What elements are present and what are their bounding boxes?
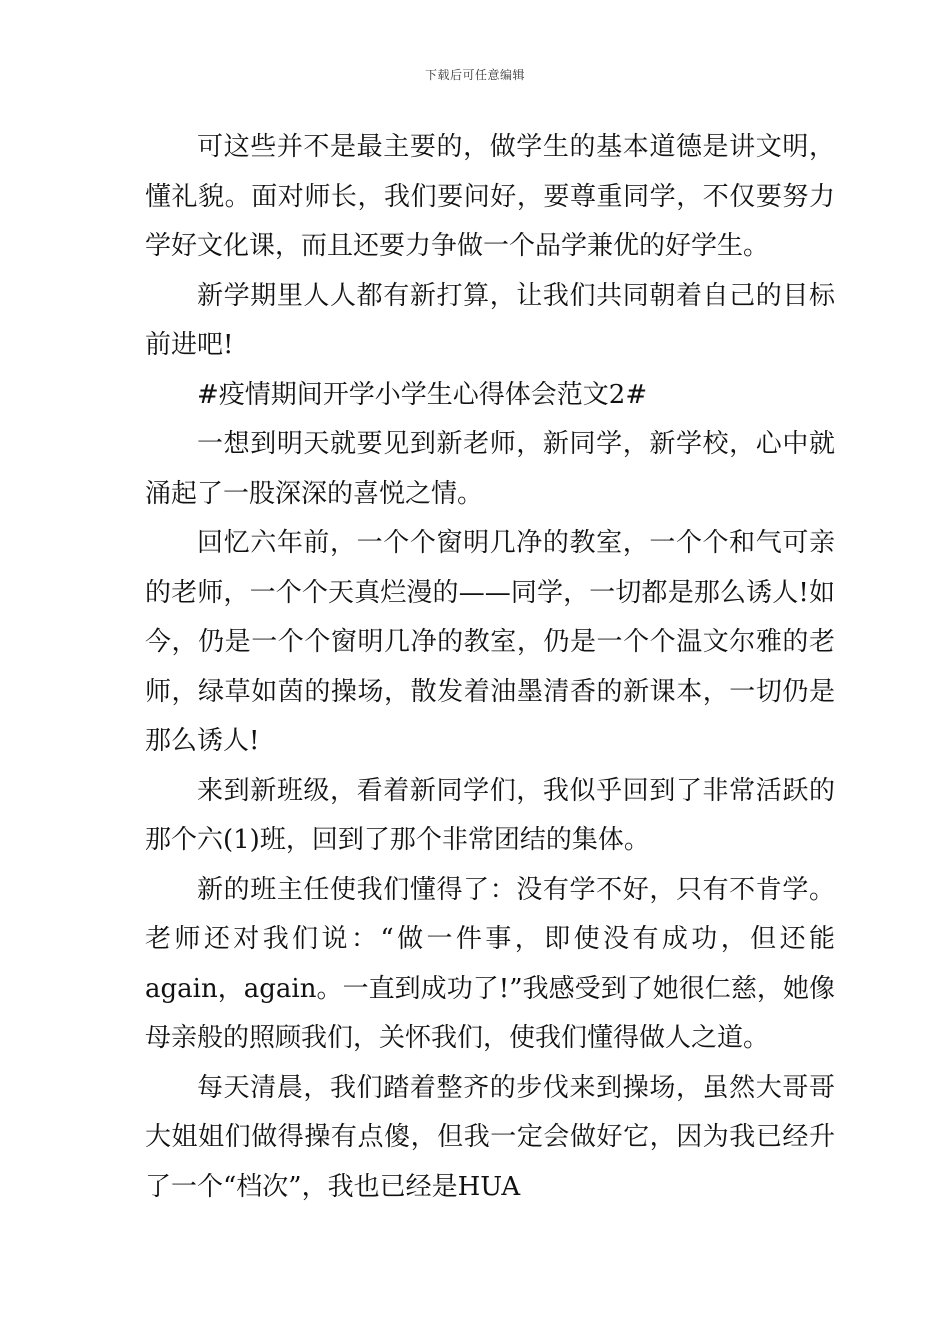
paragraph-7: 每天清晨，我们踏着整齐的步伐来到操场，虽然大哥哥大姐姐们做得操有点傻，但我一定会做好它，因为我已经升了一个“档次”，我也已经是HUA [145,1072,835,1202]
paragraph-5: 来到新班级，看着新同学们，我似乎回到了非常活跃的那个六(1)班，回到了那个非常团结的集体。 [145,775,835,855]
paragraph-3: 一想到明天就要见到新老师，新同学，新学校，心中就涌起了一股深深的喜悦之情。 [145,429,835,509]
section-heading: #疫情期间开学小学生心得体会范文2# [197,379,648,410]
paragraph-6: 新的班主任使我们懂得了：没有学不好，只有不肯学。老师还对我们说：“做一件事，即使没有成功，但还能again，again。一直到成功了!”我感受到了她很仁慈，她像母亲般的照顾我们，关怀我们，使我们懂得做人之道。 [145,874,835,1053]
paragraph-2: 新学期里人人都有新打算，让我们共同朝着自己的目标前进吧! [145,280,835,360]
paragraph-4: 回忆六年前，一个个窗明几净的教室，一个个和气可亲的老师，一个个天真烂漫的——同学，一切都是那么诱人!如今，仍是一个个窗明几净的教室，仍是一个个温文尔雅的老师，绿草如茵的操场，散发着油墨清香的新课本，一切仍是那么诱人! [145,528,835,756]
paragraph-1: 可这些并不是最主要的，做学生的基本道德是讲文明，懂礼貌。面对师长，我们要问好，要尊重同学，不仅要努力学好文化课，而且还要力争做一个品学兼优的好学生。 [145,132,835,261]
page-header-note: 下载后可任意编辑 [424,68,525,82]
document-body [145,123,835,1212]
